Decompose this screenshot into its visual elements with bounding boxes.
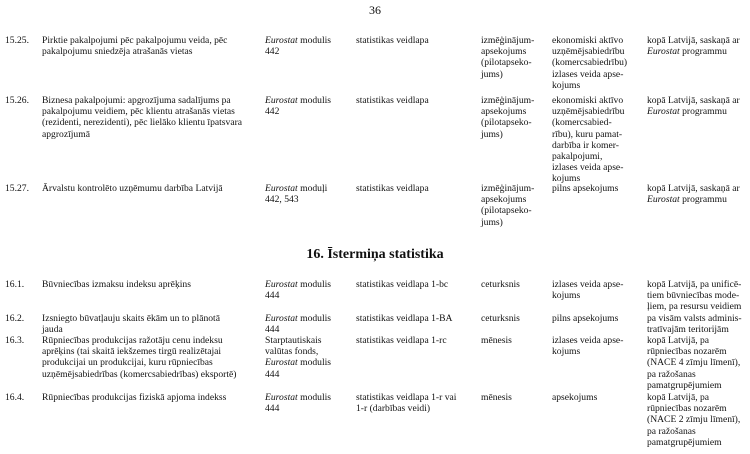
row-number: 16.1. [5, 279, 25, 290]
source-cell [265, 313, 353, 335]
indicator-name: Rūpniecības produkcijas fiziskā apjoma indekss [42, 392, 227, 403]
indicator-name: Pirktie pakalpojumi pēc pakalpojumu veida, pēc pakalpojumu sniedzēja atrašanās vietas [42, 35, 228, 58]
form-cell: statistikas veidlapa 1-BA [356, 313, 453, 324]
distribution-cell [647, 95, 750, 117]
form-cell: statistikas veidlapa 1-rc [356, 335, 447, 346]
indicator-name: Ārvalstu kontrolēto uzņēmumu darbība Latvijā [42, 183, 223, 194]
source-rest: modulis 444 [265, 279, 332, 302]
frequency-cell: izmēģinājum- apsekojums (pilotapseko- jums) [481, 183, 535, 228]
page-number: 36 [369, 3, 381, 17]
source-cell [265, 279, 353, 301]
row-number: 15.27. [5, 183, 29, 194]
form-cell: statistikas veidlapa 1-bc [356, 279, 449, 290]
scope-cell: ekonomiski aktīvo uzņēmējsabiedrību (komercsabied- rību), kuru pamat- darbība ir komer- pakalpojumi, izlases veida apse- kojums [552, 95, 625, 185]
scope-cell: pilns apsekojums [552, 183, 619, 194]
source-emph: Eurostat [265, 392, 298, 403]
scope-cell: izlases veida apse- kojums [552, 279, 624, 302]
indicator-name: Biznesa pakalpojumi: apgrozījuma sadalījums pa pakalpojumu veidiem, pēc klientu atrašanās vietas (rezidenti, nerezidenti), pēc lielāko klientu īpatsvara apgrozījumā [42, 95, 243, 140]
source-emph: Eurostat [265, 35, 298, 46]
distribution-cell [647, 35, 750, 57]
form-cell: statistikas veidlapa 1-r vai 1-r (darbības veidi) [356, 392, 457, 415]
source-emph: Eurostat [265, 95, 298, 106]
frequency-cell: izmēģinājum- apsekojums (pilotapseko- jums) [481, 95, 535, 140]
distribution-pre: kopā Latvijā, saskaņā ar [647, 35, 740, 46]
source-rest: moduļi 442, 543 [265, 183, 328, 206]
distribution-emph: Eurostat [647, 106, 680, 118]
source-cell [265, 183, 353, 205]
section-title: 16. Īstermiņa statistika [306, 247, 444, 262]
frequency-cell: mēnesis [481, 335, 512, 346]
source-cell [265, 335, 353, 380]
source-cell [265, 392, 353, 414]
source-rest: modulis 444 [265, 392, 332, 415]
source-emph: Eurostat [265, 357, 298, 369]
distribution-cell: kopā Latvijā, pa unificē- tiem būvniecības mode- ļiem, pa resursu veidiem pa visām valsts adminis- tratīvajām teritorijām [647, 279, 742, 335]
distribution-pre: kopā Latvijā, saskaņā ar [647, 183, 740, 194]
row-number: 16.4. [5, 392, 25, 403]
distribution-cell: kopā Latvijā, pa rūpniecības nozarēm (NACE 4 zīmju līmenī), pa ražošanas pamatgrupējumiem [647, 335, 741, 391]
indicator-name: Būvniecības izmaksu indeksu aprēķins [42, 279, 191, 290]
scope-cell: ekonomiski aktīvo uzņēmējsabiedrību (komercsabiedrību) izlases veida apse- kojums [552, 35, 628, 91]
source-cell [265, 35, 353, 57]
frequency-cell: mēnesis [481, 392, 512, 403]
scope-cell: izlases veida apse- kojums [552, 335, 624, 358]
row-number: 16.3. [5, 335, 25, 346]
source-rest: modulis 444 [265, 313, 332, 336]
form-cell: statistikas veidlapa [356, 95, 429, 106]
distribution-post: programmu [679, 46, 727, 58]
source-emph: Eurostat [265, 313, 298, 324]
distribution-cell: kopā Latvijā, pa rūpniecības nozarēm (NACE 2 zīmju līmenī), pa ražošanas pamatgrupējumiem [647, 392, 741, 448]
form-cell: statistikas veidlapa [356, 35, 429, 46]
distribution-emph: Eurostat [647, 46, 680, 58]
source-rest: modulis 442 [265, 95, 332, 118]
source-cell [265, 95, 353, 117]
source-emph: Eurostat [265, 183, 298, 194]
frequency-cell: ceturksnis [481, 313, 520, 324]
row-number: 16.2. [5, 313, 25, 324]
source-rest: modulis 444 [265, 357, 332, 380]
source-pre: Starptautiskais valūtas fonds, [265, 335, 322, 358]
scope-cell: pilns apsekojums [552, 313, 619, 324]
frequency-cell: ceturksnis [481, 279, 520, 290]
distribution-cell [647, 183, 750, 205]
scope-cell: apsekojums [552, 392, 598, 403]
indicator-name: Izsniegto būvatļauju skaits ēkām un to plānotā jauda [42, 313, 220, 336]
indicator-name: Rūpniecības produkcijas ražotāju cenu indeksu aprēķins (tai skaitā iekšzemes tirgū realizētajai produkcijai un produkcijai, kuru rūpniecības uzņēmējsabiedrības (komercsabiedrības) eksportē) [42, 335, 237, 380]
distribution-pre: kopā Latvijā, saskaņā ar [647, 95, 740, 106]
row-number: 15.26. [5, 95, 29, 106]
distribution-post: programmu [679, 106, 727, 118]
row-number: 15.25. [5, 35, 29, 46]
source-rest: modulis 442 [265, 35, 332, 58]
distribution-post: programmu [679, 194, 727, 206]
source-emph: Eurostat [265, 279, 298, 290]
distribution-emph: Eurostat [647, 194, 680, 206]
form-cell: statistikas veidlapa [356, 183, 429, 194]
frequency-cell: izmēģinājum- apsekojums (pilotapseko- jums) [481, 35, 535, 80]
